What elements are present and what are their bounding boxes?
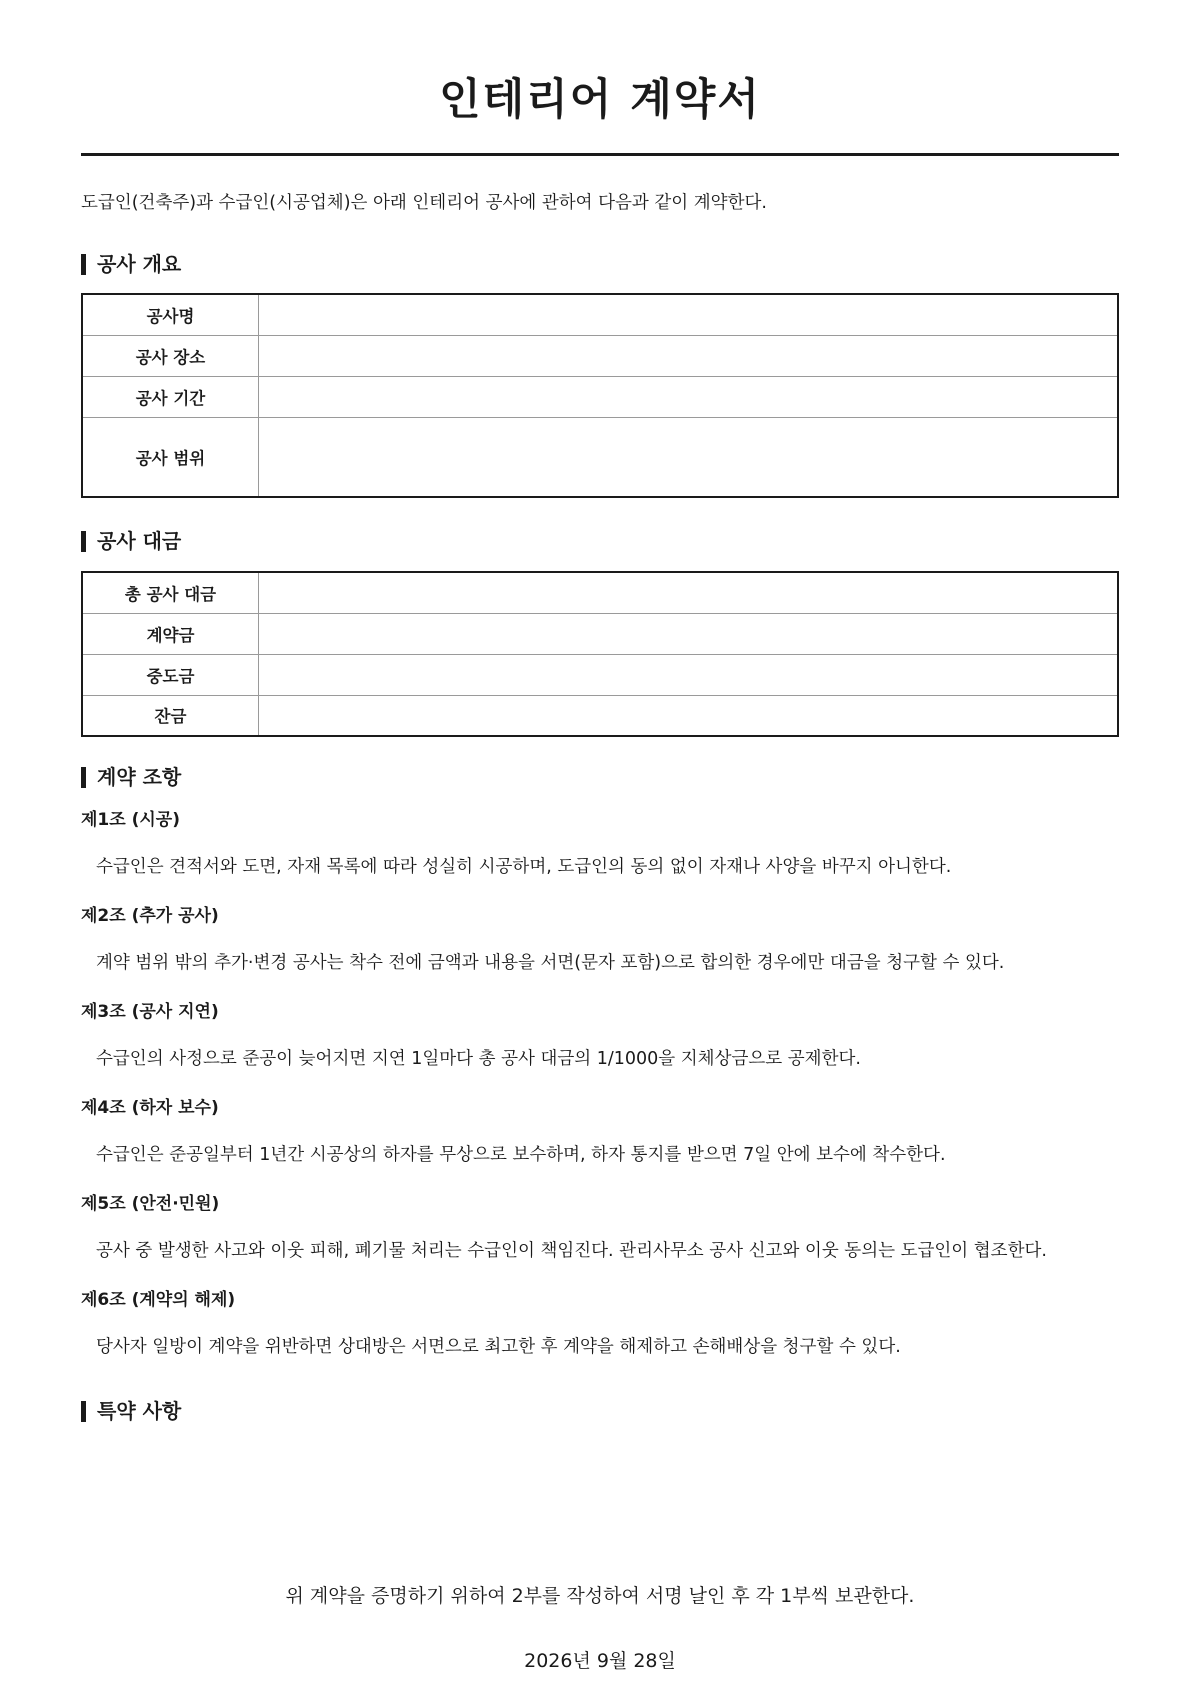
- row-label: 공사명: [82, 294, 259, 335]
- section-title: 공사 대금: [97, 529, 182, 553]
- article-title: 제4조 (하자 보수): [81, 1098, 219, 1118]
- table-row: [82, 335, 1118, 376]
- section-marker: [81, 767, 86, 788]
- section-marker: [81, 254, 86, 275]
- table-row: [82, 695, 1118, 736]
- row-label: 공사 범위: [82, 417, 259, 497]
- table-row: [82, 613, 1118, 654]
- payment-table: [81, 571, 1119, 737]
- section-heading-terms: [81, 762, 1119, 792]
- article-title: 제5조 (안전·민원): [81, 1194, 220, 1214]
- overview-table: [81, 293, 1119, 498]
- table-row: [82, 376, 1118, 417]
- intro-text: 도급인(건축주)과 수급인(시공업체)은 아래 인테리어 공사에 관하여 다음과 같이 계약한다.: [81, 193, 767, 213]
- section-title: 공사 개요: [97, 252, 182, 276]
- article-title: 제2조 (추가 공사): [81, 906, 219, 926]
- deposit-field[interactable]: [259, 613, 1119, 654]
- row-label: 중도금: [82, 654, 259, 695]
- article-body: 당사자 일방이 계약을 위반하면 상대방은 서면으로 최고한 후 계약을 해제하고 손해배상을 청구할 수 있다.: [96, 1337, 901, 1357]
- article-title: 제3조 (공사 지연): [81, 1002, 219, 1022]
- article-body: 계약 범위 밖의 추가·변경 공사는 착수 전에 금액과 내용을 서면(문자 포함)으로 합의한 경우에만 대금을 청구할 수 있다.: [96, 953, 1005, 973]
- title-divider: [81, 153, 1119, 156]
- article-body: 수급인의 사정으로 준공이 늦어지면 지연 1일마다 총 공사 대금의 1/1000을 지체상금으로 공제한다.: [96, 1049, 861, 1069]
- article-title: 제6조 (계약의 해제): [81, 1290, 236, 1310]
- article-title: 제1조 (시공): [81, 810, 180, 830]
- row-label: 총 공사 대금: [82, 572, 259, 613]
- contract-date: 2026년 9월 28일: [524, 1650, 676, 1672]
- total-price-field[interactable]: [259, 572, 1119, 613]
- section-heading-overview: [81, 249, 1119, 279]
- balance-field[interactable]: [259, 695, 1119, 736]
- construction-period-field[interactable]: [259, 376, 1119, 417]
- table-row: [82, 572, 1118, 613]
- construction-scope-field[interactable]: [259, 417, 1119, 497]
- table-row: [82, 294, 1118, 335]
- table-row: [82, 654, 1118, 695]
- article-body: 수급인은 견적서와 도면, 자재 목록에 따라 성실히 시공하며, 도급인의 동의 없이 자재나 사양을 바꾸지 아니한다.: [96, 857, 952, 877]
- interim-payment-field[interactable]: [259, 654, 1119, 695]
- section-title: 계약 조항: [97, 765, 182, 789]
- section-title: 특약 사항: [97, 1399, 182, 1423]
- construction-location-field[interactable]: [259, 335, 1119, 376]
- section-marker: [81, 531, 86, 552]
- row-label: 공사 기간: [82, 376, 259, 417]
- row-label: 계약금: [82, 613, 259, 654]
- construction-name-field[interactable]: [259, 294, 1119, 335]
- row-label: 공사 장소: [82, 335, 259, 376]
- article-body: 공사 중 발생한 사고와 이웃 피해, 폐기물 처리는 수급인이 책임진다. 관리사무소 공사 신고와 이웃 동의는 도급인이 협조한다.: [96, 1241, 1047, 1261]
- document-title: 인테리어 계약서: [439, 75, 761, 125]
- section-heading-special: [81, 1396, 1119, 1426]
- table-row: [82, 417, 1118, 497]
- row-label: 잔금: [82, 695, 259, 736]
- section-heading-payment: [81, 526, 1119, 556]
- closing-statement: 위 계약을 증명하기 위하여 2부를 작성하여 서명 날인 후 각 1부씩 보관한다.: [285, 1585, 915, 1607]
- article-body: 수급인은 준공일부터 1년간 시공상의 하자를 무상으로 보수하며, 하자 통지를 받으면 7일 안에 보수에 착수한다.: [96, 1145, 946, 1165]
- section-marker: [81, 1401, 86, 1422]
